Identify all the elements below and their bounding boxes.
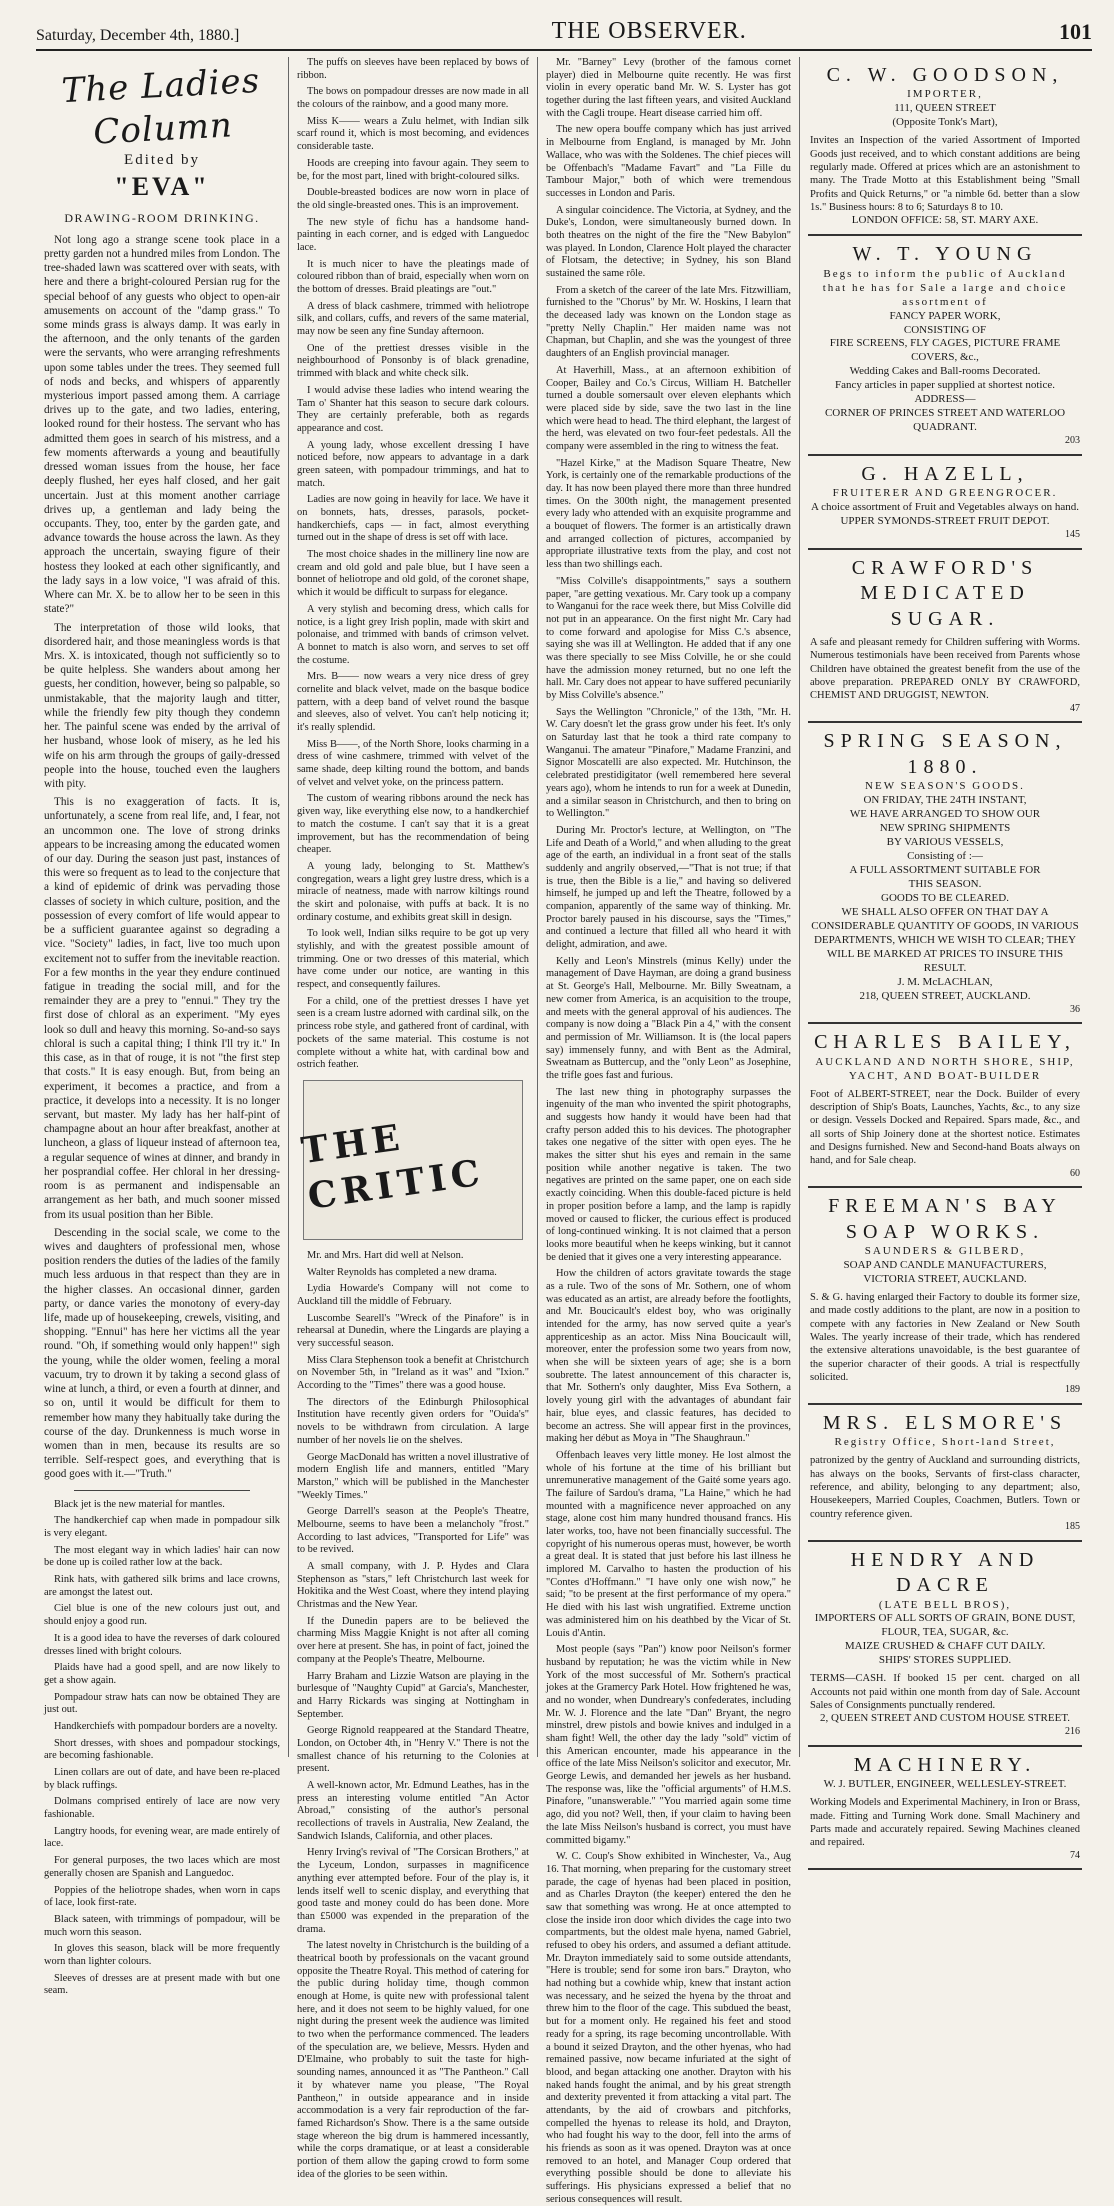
paragraph: The bows on pompadour dresses are now made in all the colours of the rainbow, and a good many more. <box>297 86 529 111</box>
ad-line: WE SHALL ALSO OFFER ON THAT DAY A CONSIDERABLE QUANTITY OF GOODS, IN VARIOUS DEPARTMENTS, WHICH WE WISH TO CLEAR; THEY WILL BE MARKED AT PRICES TO INSURE THIS RESULT. <box>811 905 1079 974</box>
paragraph: It is a good idea to have the reverses of dark coloured dresses lined with bright colours. <box>44 1632 280 1657</box>
paragraph: George Rignold reappeared at the Standard Theatre, London, on October 4th, in "Henry V." There is not the smallest chance of his returning to the Colonies at present. <box>297 1725 529 1775</box>
ad-body: S. & G. having enlarged their Factory to double its former size, and made costly additions to the plant, are now in a position to compete with any factories in New Zealand or New South Wales. The yearly increase of their trade, which has rendered the extensive alterations unavoidable, is the best guarantee of the superior character of their goods. A trial is respectfully solicited. <box>810 1292 1080 1384</box>
ad-heading: CRAWFORD'S MEDICATED SUGAR. <box>851 556 1039 630</box>
ad-line: ADDRESS— <box>914 393 976 406</box>
paragraph: Harry Braham and Lizzie Watson are playing in the burlesque of "Naughty Cupid" at Garcia's, Manchester, and Harry Rickards was singing at Nottingham in September. <box>297 1670 529 1720</box>
paragraph: The latest novelty in Christchurch is the building of a theatrical booth by professionals on the vacant ground opposite the Theatre Royal. This method of catering for the public during holiday time, though common enough at Home, is quite new with professional talent here, and it does not seem to be highly valued, for one night during the present week the audience was limited to two when the performance commenced. The leaders of the speculation are, we believe, Messrs. Hyden and D'Elmaine, who probably to suit the taste for high-sounding names, announced it as "The Pantheon." Call it by whatever name you please, "The Royal Pantheon," in outside appearance and in inside accommodation is a very fair reproduction of the far-famed Richardson's Show. There is a the same outside stage whereon the big drum is hammered incessantly, while the corps dramatique, or at least a considerable portion of them allow the gaping crowd to form some idea of the glories to be seen within. <box>297 1940 529 2180</box>
ad-subheading: SAUNDERS & GILBERD, <box>864 1245 1026 1258</box>
ad-line: SOAP AND CANDLE MANUFACTURERS, <box>843 1259 1047 1272</box>
paragraph: The handkerchief cap when made in pompadour silk is very elegant. <box>44 1515 280 1540</box>
ad-subheading: IMPORTER, <box>907 88 983 101</box>
ad-heading: C. W. GOODSON, <box>826 64 1064 86</box>
paragraph: It is much nicer to have the pleatings made of coloured ribbon than of braid, especially when worn on the bottom of dresses. Braid pleatings are "out." <box>297 258 529 295</box>
advertisement <box>808 1405 1082 1542</box>
ad-number: 203 <box>1065 435 1080 447</box>
ad-line: IMPORTERS OF ALL SORTS OF GRAIN, BONE DUST, FLOUR, TEA, SUGAR, &c. <box>814 1612 1076 1639</box>
paragraph: Langtry hoods, for evening wear, are made entirely of lace. <box>44 1825 280 1850</box>
column-ladies <box>36 57 289 1997</box>
masthead-title: THE OBSERVER. <box>551 18 747 44</box>
ad-heading: CHARLES BAILEY, <box>814 1031 1076 1054</box>
ad-line: CORNER OF PRINCES STREET AND WATERLOO QUADRANT. <box>824 407 1066 434</box>
paragraph: From a sketch of the career of the late Mrs. Fitzwilliam, furnished to the "Chorus" by Mr. W. Hoskins, I learn that the deceased lady was known on the London stage as "pretty Nelly Chaplin." Her maiden name was not Chapman, but Chaplin, and she was the youngest of three daughters of an English provincial manager. <box>546 284 791 360</box>
ad-line: A choice assortment of Fruit and Vegetables always on hand. <box>810 501 1079 514</box>
ad-line: FIRE SCREENS, FLY CAGES, PICTURE FRAME COVERS, &c., <box>829 337 1061 364</box>
paragraph: Double-breasted bodices are now worn in place of the old single-breasted ones. This is an improvement. <box>297 187 529 211</box>
paragraph: George MacDonald has written a novel illustrative of modern English life and manners, entitled "Mary Marston," which will be published in the Manchester "Weekly Times." <box>297 1451 529 1501</box>
paragraph: The most choice shades in the millinery line now are cream and old gold and pale blue, but I have seen a bonnet of heliotrope and old gold, of the coronet shape, which it would be difficult to surpass for elegance. <box>297 549 529 599</box>
paragraph: Mrs. B—— now wears a very nice dress of grey cornelite and black velvet, made on the basque bodice pattern, with a deep band of velvet round the basque and sleeves, also of velvet. You can't help noticing it; it's really splendid. <box>297 671 529 733</box>
paragraph: Most people (says "Pan") know poor Neilson's former husband by reputation; he was the victim while in New York of the most successful of Mr. Sothern's practical jokes at the Gramercy Park Hotel. How frightened he was, and no wonder, when Dundreary's confederates, including Mr. W. J. Florence and the late "Dan" Bryant, the negro minstrel, drew pistols and bowie knives and indulged in a sham fight! Well, the other day the lady "sold" victim of this American encounter, made his appearance in the office of the late Miss Neilson's solicitor and executor, Mr. George Lewis, and demanded her jewels as her husband. The response was, like the "official arguments" of H.M.S. Pinafore, "unanswerable." "You married again some time ago, did you not? Well, then, if your claim to having been the late Miss Neilson's husband is correct, you must have committed bigamy." <box>546 1644 791 1846</box>
paragraph: Kelly and Leon's Minstrels (minus Kelly) under the management of Dave Hayman, are doing a grand business at St. George's Hall, Melbourne. Mr. Billy Sweatnam, a new comer from America, is an acquisition to the troupe, and meets with the general approval of his audiences. The company is now doing a "Black Pin a 4," with the consent and permission of Mr. Williamson. It is (the local papers say) immensely funny, and with Bent as the Admiral, Sweatnam as Buttercup, and the "only Leon" as Josephine, the trifle goes fast and furious. <box>546 955 791 1081</box>
paragraph: For a child, one of the prettiest dresses I have yet seen is a cream lustre adorned with cardinal silk, on the princess robe style, and gathered front of cardinal, with pockets of the same material. This costume is not complete without a white hat, with cardinal bow and ostrich feather. <box>297 995 529 1071</box>
advertisement <box>808 1188 1082 1405</box>
advertisement <box>808 57 1082 236</box>
paragraph: A singular coincidence. The Victoria, at Sydney, and the Duke's, London, were simultaneously burned down. In both theatres on the night of the fire the "New Babylon" was played. In London, Clarence Holt played the character of Flotsam, the detective; in Sydney, his son Bland sustained the same rôle. <box>546 204 791 279</box>
theatre-notes <box>546 57 791 2206</box>
ads-list <box>808 57 1082 1870</box>
ad-line: Fancy articles in paper supplied at shortest notice. <box>835 379 1055 392</box>
ad-number: 47 <box>1070 702 1080 714</box>
paragraph: The directors of the Edinburgh Philosophical Institution have recently given orders for "Ouida's" novels to be withdrawn from circulation. A large number of her novels lie on the shelves. <box>297 1396 529 1446</box>
paragraph: Miss B——, of the North Shore, looks charming in a dress of wine cashmere, trimmed with velvet of the same shade, deep kilting round the bottom, and bands of velvet and velvet yoke, on the princess pattern. <box>297 738 529 788</box>
ad-line: BY VARIOUS VESSELS, <box>886 836 1004 849</box>
ad-heading: G. HAZELL, <box>861 462 1029 485</box>
ad-body: Working Models and Experimental Machinery, in Iron or Brass, made. Fitting and Turning Work done. Small Machinery and Parts made and accurately repaired. Sewing Machines cleaned and repaired. <box>810 1797 1080 1849</box>
ad-footer: 2, QUEEN STREET AND CUSTOM HOUSE STREET. <box>820 1712 1070 1725</box>
ad-line: NEW SPRING SHIPMENTS <box>879 822 1011 835</box>
ad-number: 189 <box>1065 1384 1080 1396</box>
paragraph: Linen collars are out of date, and have been re-placed by black ruffings. <box>44 1767 280 1791</box>
advertisement <box>808 1747 1082 1870</box>
paragraph: Pompadour straw hats can now be obtained They are just out. <box>44 1691 280 1716</box>
ad-heading: FREEMAN'S BAY SOAP WORKS. <box>828 1195 1062 1243</box>
paragraph: The puffs on sleeves have been replaced by bows of ribbon. <box>297 57 529 81</box>
ad-line: FANCY PAPER WORK, <box>889 309 1001 322</box>
paragraph: Handkerchiefs with pompadour borders are a novelty. <box>54 1720 278 1732</box>
ad-line: ON FRIDAY, THE 24TH INSTANT, <box>863 794 1027 807</box>
page-number: 101 <box>1059 19 1092 44</box>
paragraph: A very stylish and becoming dress, which calls for notice, is a light grey Irish poplin, made with skirt and polonaise, and trimmed with bands of crimson velvet. A bonnet to match is also worn, and serves to set off the costume. <box>297 603 529 666</box>
paragraph: Not long ago a strange scene took place in a pretty garden not a hundred miles from London. The tree-shaded lawn was scattered over with seats, with here and there a bright-coloured Persian rug for the special behoof of any guests who object to open-air amusements on account of the "damp grass." To some minds grass is always damp. It was early in the afternoon, and the only tenants of the garden were the servants, who were arranging refreshments upon some tables under the trees. They seemed full of nods and becks, and whispers of apparently mysterious import passed among them. A carriage drives up to the gate, and two ladies, entering, looked round for their hostess. The servant who has admitted them goes in search of his mistress, and a few moments afterwards a young and beautifully dressed woman issues from the house, her face deeply flushed, her eyes half closed, and her gait uncertain. Just at this moment another carriage drives up, a gentleman and lady being the occupants. They, too, enter by the garden gate, and advance towards the house across the lawn. As they approach the uncertain, swaying figure of their hostess they looked at each other significantly, and the lady says in a low voice, "I was afraid of this. Where can Mr. X. be to allow her to be seen in this state?" <box>44 233 280 616</box>
advertisement <box>808 236 1082 456</box>
paragraph: The last new thing in photography surpasses the ingenuity of the man who invented the spirit photographs, and suggests how handy it would have been had that crafty person added this to his devices. The photographer takes one negative of the sitter with open eyes. The he makes the sitter shut his eyes and remain in the same position while another negative is taken. The two negatives are printed on the same paper, one on each side exactly coinciding. When this double-faced picture is held in proper position before a lamp, and the lamp is rapidly moved or caused to flicker, the curious effect is produced of long-continued winking. It is not claimed that a person looks more beautiful when he keeps winking, but it cannot be denied that it gives one a very interesting appearance. <box>546 1086 791 1263</box>
ad-number: 145 <box>1065 529 1080 541</box>
paragraph: Ladies are now going in heavily for lace. We have it on bonnets, hats, dresses, parasols, pocket-handkerchiefs, caps — in fact, almost everything turned out in the shape of dress is set off with lace. <box>297 494 529 544</box>
paragraph: In gloves this season, black will be more frequently worn than lighter colours. <box>44 1943 280 1967</box>
paragraph: George Darrell's season at the People's Theatre, Melbourne, seems to have been a melancholy "frost." According to last advices, "Transported for Life" was to be revived. <box>297 1506 529 1556</box>
paragraph: This is no exaggeration of facts. It is, unfortunately, a scene from real life, and, I fear, not an uncommon one. The love of strong drinks appears to be increasing among the educated women of our day. During the season just past, instances of this were so frequent as to lead to the conjecture that a kind of epidemic of drink was pervading those classes of society in which culture, position, and the possession of every comfort of life would appear to be a sufficient guarantee against so degrading a vice. "Society" ladies, in fact, live too much upon excitement not to suffer from the inevitable reaction. For a few months in the year they endure continued fatigue in treading the social mill, and for the remainder they are a prey to "ennui." They try the first dose of chloral as an experiment. "My eyes look so dull and heavy this morning. So-and-so says chloral is such a capital thing; I think I'll try it." In this case, as in that of rouge, it is not "the first step that costs." It is easy enough. But, from being an experiment, it becomes a practice, and from a practice, it develops into a necessity. It is no longer servant, but master. My lady has her half-pint of champagne about an hour after breakfast, another at luncheon, a glass of liqueur instead of afternoon tea, a regular sequence of wines at dinner, and brandy in her posprandial coffee. Her chloral in her dressing-room is as permanent and indispensable an arrangement as her bath, and much sooner missed from its usual position than her Bible. <box>44 796 280 1221</box>
ad-subheading: Registry Office, Short-land Street, <box>834 1436 1056 1449</box>
ad-line: 111, QUEEN STREET <box>894 102 996 115</box>
logo-line2: Edited by <box>124 152 200 169</box>
paragraph: Sleeves of dresses are at present made with but one seam. <box>44 1972 280 1997</box>
paragraph: To look well, Indian silks require to be got up very stylishly, and with the greatest possible amount of trimming. One or two dresses of this material, which have come under our notice, are wanting in this respect, and consequently failures. <box>297 928 529 991</box>
ad-subheading: FRUITERER AND GREENGROCER. <box>832 487 1058 500</box>
ad-number: 36 <box>1070 1003 1080 1015</box>
ad-line: Consisting of :— <box>907 850 983 863</box>
paragraph: The new style of fichu has a handsome hand-painting in each corner, and is edged with Languedoc lace. <box>297 216 529 253</box>
ad-line: THIS SEASON. <box>908 877 982 890</box>
critic-notes <box>297 1250 529 2181</box>
paragraph: During Mr. Proctor's lecture, at Wellington, on "The Life and Death of a World," and when alluding to the great age of the earth, an individual in a front seat of the stalls suddenly and angrily observed,—"That is not true; if that is true, then the Bible is a lie," and having so delivered himself, he jumped up and left the Theatre, followed by a companion, apparently of the same way of thinking. Mr. Proctor barely paused in his discourse, says the "Times," and continued a lecture that filled all who heard it with delight, admiration, and awe. <box>546 824 791 951</box>
ad-number: 216 <box>1065 1726 1080 1738</box>
ad-line: J. M. McLACHLAN, <box>897 975 993 988</box>
article-body <box>44 233 280 1482</box>
paragraph: Luscombe Searell's "Wreck of the Pinafore" is in rehearsal at Dunedin, where the Lingards are playing a very successful season. <box>297 1312 529 1349</box>
ad-body: patronized by the gentry of Auckland and surrounding districts, has always on the books, Servants of first-class character, reference, and ability, belonging to any department; also, Housekeepers, Married Couples, Coachmen, Butlers. Town or country reference given. <box>810 1455 1080 1520</box>
paragraph: Hoods are creeping into favour again. They seem to be, for the most part, lined with bright-coloured silks. <box>297 157 529 182</box>
ad-line: GOODS TO BE CLEARED. <box>881 891 1009 904</box>
paragraph: Miss K—— wears a Zulu helmet, with Indian silk scarf round it, which is most becoming, and evidences considerable taste. <box>297 115 529 153</box>
ad-number: 185 <box>1065 1521 1080 1533</box>
ad-subheading: NEW SEASON'S GOODS. <box>865 780 1025 793</box>
advertisement <box>808 723 1082 1024</box>
ad-line: Wedding Cakes and Ball-rooms Decorated. <box>849 365 1041 378</box>
article-heading: DRAWING-ROOM DRINKING. <box>64 211 260 226</box>
paragraph: Ciel blue is one of the new colours just out, and should enjoy a good run. <box>44 1603 280 1628</box>
ad-line: (Opposite Tonk's Mart), <box>892 116 998 129</box>
column-theatre-news <box>538 57 800 2205</box>
fashion-notes-continued <box>297 57 529 1072</box>
advertisement <box>808 550 1082 724</box>
ad-line: A FULL ASSORTMENT SUITABLE FOR <box>849 864 1041 877</box>
column-advertisements <box>800 57 1090 1861</box>
ad-subheading: (LATE BELL BROS), <box>878 1598 1012 1611</box>
ad-line: W. J. BUTLER, ENGINEER, WELLESLEY-STREET. <box>823 1778 1067 1791</box>
paragraph: The new opera bouffe company which has just arrived in Melbourne from England, is managed by Mr. John Wallace, who was with the Soldenes. The chief pieces will be Offenbach's "Madame Favart" and "La Fille du Tambour Major," both of which were tremendous successes in London and Paris. <box>546 124 791 199</box>
paragraph: Descending in the social scale, we come to the wives and daughters of professional men, whose position renders the duties of the ladies of the family much less arduous in that respect than they are in the higher classes. An occasional dinner, garden party, or dance varies the monotony of every-day life, made up of housekeeping, crewels, visiting, and shopping. "Ennui" has here her victims all the year round. "Oh, if something would only happen!" sigh the young, while the older women, feeling a moral vacuum, try to drown it by taking a second glass of wine at lunch, a third, or even a fourth at dinner, and so on, until it would be difficult for them to remember how many they habitually take during the course of the day. Drunkenness is much worse in women than in men, because its results are so terrible. Self-respect goes, and everything that is good goes with it.—"Truth." <box>44 1226 280 1481</box>
ad-heading: MRS. ELSMORE'S <box>822 1412 1068 1435</box>
paragraph: W. C. Coup's Show exhibited in Winchester, Va., Aug 16. That morning, when preparing for the customary street parade, the cage of hyenas had been placed in position, and as Charles Drayton (the keeper) entered the den he saw that something was wrong. He at once attempted to close the inside iron door which divides the cage into two compartments, but the oldest male hyena, named Gabriel, refused to obey his orders, and assumed a defiant attitude. Mr. Drayton immediately said to some outside attendants, "Here is trouble; send for some iron bars." Drayton, who had nothing but a cowhide whip, knew that instant action was necessary, and he seized the hyena by the throat and threw him to the floor of the cage. This subdued the beast, but for a moment only. He regained his feet and stood ready for a spring, its rage becoming uncontrollable. With a bound it seized Drayton, and the other hyenas, who had remained passive, now became infuriated at the sight of blood, and began attacking one another. Drayton with his naked hands fought the animal, and by his great strength and dexterity prevented it from attacking a vital part. The attendants, by the aid of crowbars and pitchforks, compelled the hyenas to release its hold, and Drayton, who had fought his way to the door, fell into the arms of his friends as soon as it was opened. Drayton was at once removed to an hotel, and Manager Coup ordered that everything possible should be done to alleviate his sufferings. His physicians expressed a belief that no serious consequences will result. <box>546 1851 791 2205</box>
paragraph: The interpretation of those wild looks, that disordered hair, and those meaningless words is that Mrs. X. is intoxicated, though not sufficiently so to be quite helpless. She wanders about among her guests, her condition, however, being so palpable, so unmistakable, that the majority laugh and titter, while the friendly few pity though they condemn her. The painful scene was ended by the arrival of her husband, whose look of misery, as he led his wife on his arm through the groups of gaily-dressed people into the house, touched even the laughers with pity. <box>44 621 280 790</box>
ad-subheading: AUCKLAND AND NORTH SHORE, SHIP, YACHT, AND BOAT-BUILDER <box>815 1055 1075 1082</box>
masthead-date: Saturday, December 4th, 1880.] <box>36 27 240 44</box>
ad-subheading: Begs to inform the public of Auckland that he has for Sale a large and choice assortment of <box>822 267 1068 308</box>
paragraph: I would advise these ladies who intend wearing the Tam o' Shanter hat this season to secure dark colours. They are certainly preferable, both as regards appearance and cost. <box>297 384 529 434</box>
paragraph: "Hazel Kirke," at the Madison Square Theatre, New York, is certainly one of the remarkable productions of the day. It has now been played there more than three hundred times. On the 300th night, the management presented every lady who attended with an exquisite programme and a bouquet of flowers. The former is an artistically drawn and arranged collection of pictures, accompanied by appropriate illustrative texts from the play, and cost not less than two shillings each. <box>546 457 791 571</box>
ad-line: MAIZE CRUSHED & CHAFF CUT DAILY. <box>844 1640 1046 1653</box>
paragraph: A well-known actor, Mr. Edmund Leathes, has in the press an interesting volume entitled "An Actor Abroad," consisting of the author's personal recollections of travels in Australia, New Zealand, the Sandwich Islands, California, and other places. <box>297 1780 529 1842</box>
paragraph: If the Dunedin papers are to be believed the charming Miss Maggie Knight is not after all coming over here at present. She has, in point of fact, joined the company at the People's Theatre, Melbourne. <box>297 1615 529 1665</box>
paragraph: A young lady, whose excellent dressing I have noticed before, now appears to advantage in a dark green sateen, with pompadour trimmings, and hat to match. <box>297 439 529 489</box>
ad-heading: HENDRY AND DACRE <box>850 1548 1040 1597</box>
paragraph: How the children of actors gravitate towards the stage as a rule. Two of the sons of Mr. Sothern, one of whom was educated as an artist, are already before the footlights, and Mr. Boucicault's eldest boy, who was originally intended for the army, has now served quite a year's apprenticeship as an actor. Miss Nina Boucicault will, moreover, enter the profession some two years from now, when she will be sixteen years of age; she is a born soubrette. The latest announcement of this character is, that Mr. Sothern's only daughter, Miss Eva Sothern, a lovely young girl with the advantages of abundant fair hair, blue eyes, and classic features, has decided to become an actress. She will appear first in the provinces, making her début as Moya in "The Shaughraun." <box>546 1268 791 1445</box>
ad-line: 218, QUEEN STREET, AUCKLAND. <box>859 989 1031 1002</box>
ad-body: TERMS—CASH. If booked 15 per cent. charged on all Accounts not paid within one month from day of Sale. Account Sales of Consignments punctually rendered. <box>810 1673 1080 1712</box>
paragraph: Poppies of the heliotrope shades, when worn in caps of lace, look first-rate. <box>44 1884 280 1909</box>
critic-title: THE CRITIC <box>298 1116 488 1218</box>
column-fashion-critic <box>289 57 538 2180</box>
advertisement <box>808 1542 1082 1747</box>
logo-line3: "EVA" <box>114 172 210 202</box>
critic-masthead-illustration <box>298 1080 523 1240</box>
paragraph: Walter Reynolds has completed a new drama. <box>307 1266 497 1278</box>
ad-line: WE HAVE ARRANGED TO SHOW OUR <box>849 808 1041 821</box>
ad-footer: LONDON OFFICE: 58, ST. MARY AXE. <box>851 214 1039 227</box>
paragraph: At Haverhill, Mass., at an afternoon exhibition of Cooper, Bailey and Co.'s Circus, William H. Batcheller turned a double somersault over eleven elephants which were placed side by side, save the two last in the line which were head to head. The third elephant, the largest of the herd, was elevated on two four-feet pedestals. All the company were assembled in the ring to witness the feat. <box>546 364 791 452</box>
paragraph: Black jet is the new material for mantles. <box>54 1498 225 1510</box>
fashion-notes <box>44 1499 280 1998</box>
paragraph: The most elegant way in which ladies' hair can now be done up is coiled rather low at the back. <box>44 1544 280 1569</box>
paragraph: Black sateen, with trimmings of pompadour, will be much worn this season. <box>44 1913 280 1938</box>
paragraph: For general purposes, the two laces which are most generally chosen are Spanish and Languedoc. <box>44 1855 280 1879</box>
paragraph: Mr. "Barney" Levy (brother of the famous cornet player) died in Melbourne quite recently. He was first violin in every operatic band Mr. W. S. Lyster has got together during the last fifteen years, and visited Auckland with the Cagli troupe. Heart disease carried him off. <box>546 57 791 119</box>
paragraph: Dolmans comprised entirely of lace are now very fashionable. <box>44 1796 280 1821</box>
logo-line1: The Ladies Column <box>60 60 262 153</box>
paragraph: "Miss Colville's disappointments," says a southern paper, "are getting vexatious. Mr. Cary took up a company to Wanganui for the race week there, but Miss Colville did not put in an appearance. On the first night Mr. Cary had to come forward and apologise for Miss C.'s absence, saying she was ill at Wellington. He added that if any one was there specially to see Miss Colville, he or she could have the admission money returned, but no one left the hall. Mr. Cary does not appear to have suffered pecuniarily by Miss Colville's absence." <box>546 575 791 701</box>
ad-body: Invites an Inspection of the varied Assortment of Imported Goods just received, and to which constant additions are being regularly made. Offered at prices which are an astonishment to many. The Trade Motto at this Establishment being "Small Profits and Quick Returns," or "a nimble 6d. better than a slow 1s." Business hours: 8 to 6; Saturdays 8 to 10. <box>810 135 1080 213</box>
ad-body: A safe and pleasant remedy for Children suffering with Worms. Numerous testimonials have been received from Parents whose Children have obtained the greatest benefit from the use of the above preparation. PREPARED ONLY BY CRAWFORD, CHEMIST AND DRUGGIST, NEWTON. <box>810 637 1080 702</box>
paragraph: Short dresses, with shoes and pompadour stockings, are becoming fashionable. <box>44 1737 280 1762</box>
ad-heading: MACHINERY. <box>853 1754 1037 1776</box>
divider <box>74 1490 250 1491</box>
paragraph: Henry Irving's revival of "The Corsican Brothers," at the Lyceum, London, surpasses in magnificence anything ever attempted before. Four of the play is, it lends itself well to scenic display, and everything that good taste and money could do has been done. More than £5000 was expended in the preparation of the drama. <box>297 1847 529 1935</box>
paragraph: Miss Clara Stephenson took a benefit at Christchurch on November 5th, in "Ireland as it was" and "Ixion." According to the "Times" there was a good house. <box>297 1354 529 1392</box>
paragraph: A small company, with J. P. Hydes and Clara Stephenson as "stars," left Christchurch last week for Hokitika and the West Coast, where they intend playing Christmas and the New Year. <box>297 1561 529 1611</box>
paragraph: Says the Wellington "Chronicle," of the 13th, "Mr. H. W. Cary doesn't let the grass grow under his feet. It's only on Saturday last that he took a third rate company to Wanganui. The amateur "Pinafore," Madame Franzini, and Signor Moscatelli are also expected. Mr. Hutchinson, the celebrated prestidigitator (well remembered here several years ago), whom he intends to run for a week at Dunedin, and a similar season in Christchurch, and then to bring on to Wellington." <box>546 706 791 820</box>
ad-heading: SPRING SEASON, 1880. <box>823 730 1067 778</box>
ad-number: 60 <box>1070 1167 1080 1179</box>
paragraph: A dress of black cashmere, trimmed with heliotrope silk, and collars, cuffs, and revers of the same material, may now be seen any fine Sunday afternoon. <box>297 300 529 338</box>
paragraph: One of the prettiest dresses visible in the neighbourhood of Ponsonby is of black grenadine, trimmed with black and white check silk. <box>297 342 529 380</box>
paragraph: The custom of wearing ribbons around the neck has given way, like everything else now, to a handkerchief to match the costume. I can't say that it is a great improvement, but has the recommendation of being cheaper. <box>297 793 529 856</box>
advertisement <box>808 1024 1082 1188</box>
advertisement <box>808 456 1082 550</box>
ad-line: UPPER SYMONDS-STREET FRUIT DEPOT. <box>840 515 1050 528</box>
ladies-column-logo <box>44 60 280 203</box>
ad-line: CONSISTING OF <box>903 323 987 336</box>
ad-number: 74 <box>1070 1849 1080 1861</box>
paragraph: Mr. and Mrs. Hart did well at Nelson. <box>307 1249 464 1261</box>
paragraph: Lydia Howarde's Company will not come to Auckland till the middle of February. <box>297 1283 529 1307</box>
paragraph: Plaids have had a good spell, and are now likely to get a show again. <box>44 1662 280 1686</box>
paragraph: A young lady, belonging to St. Matthew's congregation, wears a light grey lustre dress, which is a miracle of neatness, made with narrow kiltings round the skirt and polonaise, with puffs at back. It is no ordinary costume, and exhibits great skill in design. <box>297 860 529 923</box>
ad-line: VICTORIA STREET, AUCKLAND. <box>863 1273 1027 1286</box>
ad-heading: W. T. YOUNG <box>852 243 1038 266</box>
ad-body: Foot of ALBERT-STREET, near the Dock. Builder of every description of Ship's Boats, Launches, Yachts, &c., to any size or design. Vessels Docked and Repaired. Spars made, &c., and all sorts of Ship Joinery done at the shortest notice. Estimates and Designs furnished. New and Second-hand Boats always on hand, and for Sale cheap. <box>810 1088 1080 1167</box>
paragraph: Offenbach leaves very little money. He lost almost the whole of his fortune at the time of his brilliant but unremunerative management of the Gaité some years ago. The failure of Sardou's drama, "La Haine," which he had mounted with a magnificence never approached on any stage, alone cost him many hundred thousand francs. His later works, too, have not been financially successful. The copyright of his numerous operas must, however, be worth a great deal. It is stated that just before his last illness he implored M. Carvalho to hasten the production of his "Contes d'Hoffmann." "I have only one wish now," he said; "to be present at the first performance of my opera." He died with his last wish ungratified. Extreme unction was administered him on his deathbed by the Vicar of St. Louis d'Antin. <box>546 1449 791 1639</box>
ad-line: SHIPS' STORES SUPPLIED. <box>878 1654 1012 1667</box>
paragraph: Rink hats, with gathered silk brims and lace crowns, are amongst the latest out. <box>44 1574 280 1598</box>
masthead <box>36 18 1092 51</box>
